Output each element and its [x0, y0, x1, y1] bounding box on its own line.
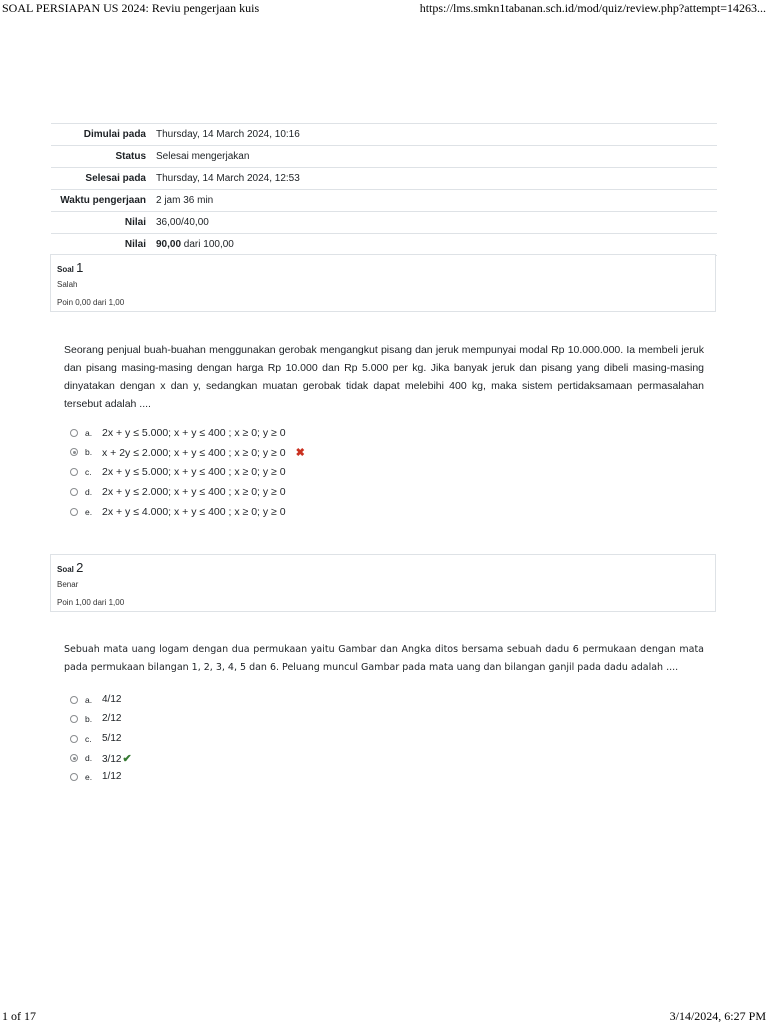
- option-text: 2/12: [102, 713, 122, 724]
- summary-value: Thursday, 14 March 2024, 12:53: [156, 173, 300, 184]
- summary-label: Nilai: [124, 217, 146, 228]
- question-2-text: Sebuah mata uang logam dengan dua permukaan yaitu Gambar dan Angka ditos bersama sebuah dadu 6 permukaan dengan mata pada permukaan bilangan 1, 2, 3, 4, 5 dan 6. Peluang muncul Gambar pada mata uang dan bilangan ganjil pada dadu adalah ....: [64, 644, 704, 673]
- question-number-value: 1: [76, 260, 84, 275]
- question-state: Benar: [57, 580, 79, 589]
- radio-button[interactable]: [70, 429, 78, 437]
- question-state: Salah: [57, 280, 78, 289]
- print-date: 3/14/2024, 6:27 PM: [669, 1009, 766, 1023]
- option-text: 1/12: [102, 771, 122, 782]
- question-1-text: Seorang penjual buah-buahan menggunakan gerobak mengangkut pisang dan jeruk mempunyai modal Rp 10.000.000. Ia membeli jeruk dan pisang masing-masing dengan harga Rp 10.000 dan Rp 5.000 per kg. Jika banyak jeruk dan pisang yang dibeli masing-masing dinyatakan dengan x dan y, sedangkan muatan gerobak tidak dapat melebihi 400 kg, maka sistem pertidaksamaan permasalahan tersebut adalah ....: [64, 344, 704, 410]
- option-letter: a.: [85, 428, 93, 438]
- radio-button[interactable]: [70, 508, 78, 516]
- summary-row-started: [51, 124, 717, 146]
- summary-row-status: [51, 146, 717, 168]
- option-letter: d.: [85, 487, 93, 497]
- option-text: 2x + y ≤ 4.000; x + y ≤ 400 ; x ≥ 0; y ≥ 0: [102, 506, 286, 518]
- question-1-info: [50, 254, 716, 312]
- option-letter: e.: [85, 772, 93, 782]
- option-letter: a.: [85, 695, 93, 705]
- option-text: 2x + y ≤ 5.000; x + y ≤ 400 ; x ≥ 0; y ≥ 0: [102, 427, 286, 439]
- question-prefix: Soal: [57, 265, 74, 274]
- summary-row-grade: [51, 234, 717, 256]
- radio-button[interactable]: [70, 468, 78, 476]
- question-grade: Poin 1,00 dari 1,00: [57, 598, 125, 607]
- option-letter: b.: [85, 447, 93, 457]
- radio-button[interactable]: [70, 773, 78, 781]
- page-title: SOAL PERSIAPAN US 2024: Reviu pengerjaan kuis: [2, 1, 260, 15]
- incorrect-icon: ✖: [295, 447, 305, 459]
- option-text: 3/12✔: [102, 753, 132, 765]
- option-letter: c.: [85, 734, 92, 744]
- question-number: [57, 260, 83, 275]
- summary-label: Selesai pada: [85, 173, 146, 184]
- summary-value: [151, 234, 717, 256]
- grade-score: 90,00: [156, 239, 182, 250]
- summary-row-duration: [51, 190, 717, 212]
- summary-value: 2 jam 36 min: [156, 195, 214, 206]
- option-text: 4/12: [102, 694, 122, 705]
- attempt-summary-table: [51, 123, 717, 256]
- page-count: 1 of 17: [2, 1009, 36, 1023]
- radio-button[interactable]: [70, 735, 78, 743]
- page-url[interactable]: https://lms.smkn1tabanan.sch.id/mod/quiz/review.php?attempt=14263...: [419, 1, 766, 15]
- radio-button-checked[interactable]: [70, 448, 78, 456]
- question-grade: Poin 0,00 dari 1,00: [57, 298, 125, 307]
- summary-value: 36,00/40,00: [156, 217, 209, 228]
- radio-button[interactable]: [70, 696, 78, 704]
- print-header: [0, 0, 768, 18]
- radio-button-checked[interactable]: [70, 754, 78, 762]
- grade-out-of: dari 100,00: [181, 239, 234, 250]
- option-text: 5/12: [102, 733, 122, 744]
- summary-value: Selesai mengerjakan: [156, 151, 250, 162]
- summary-value: Thursday, 14 March 2024, 10:16: [156, 129, 300, 140]
- option-letter: d.: [85, 753, 93, 763]
- summary-row-marks: [51, 212, 717, 234]
- summary-label: Status: [115, 151, 146, 162]
- radio-button[interactable]: [70, 715, 78, 723]
- summary-label: Waktu pengerjaan: [60, 195, 146, 206]
- option-text: 2x + y ≤ 5.000; x + y ≤ 400 ; x ≥ 0; y ≥ 0: [102, 466, 286, 478]
- question-number-value: 2: [76, 560, 84, 575]
- option-letter: e.: [85, 507, 93, 517]
- option-letter: c.: [85, 467, 92, 477]
- option-letter: b.: [85, 714, 93, 724]
- summary-row-completed: [51, 168, 717, 190]
- option-text: x + 2y ≤ 2.000; x + y ≤ 400 ; x ≥ 0; y ≥ 0 ✖: [102, 447, 305, 459]
- question-2-info: [50, 554, 716, 612]
- summary-label: Dimulai pada: [83, 129, 146, 140]
- radio-button[interactable]: [70, 488, 78, 496]
- print-footer: [0, 1009, 768, 1024]
- option-text: 2x + y ≤ 2.000; x + y ≤ 400 ; x ≥ 0; y ≥ 0: [102, 486, 286, 498]
- question-prefix: Soal: [57, 565, 74, 574]
- correct-icon: ✔: [122, 753, 132, 765]
- summary-label: Nilai: [124, 239, 146, 250]
- question-number: [57, 560, 83, 575]
